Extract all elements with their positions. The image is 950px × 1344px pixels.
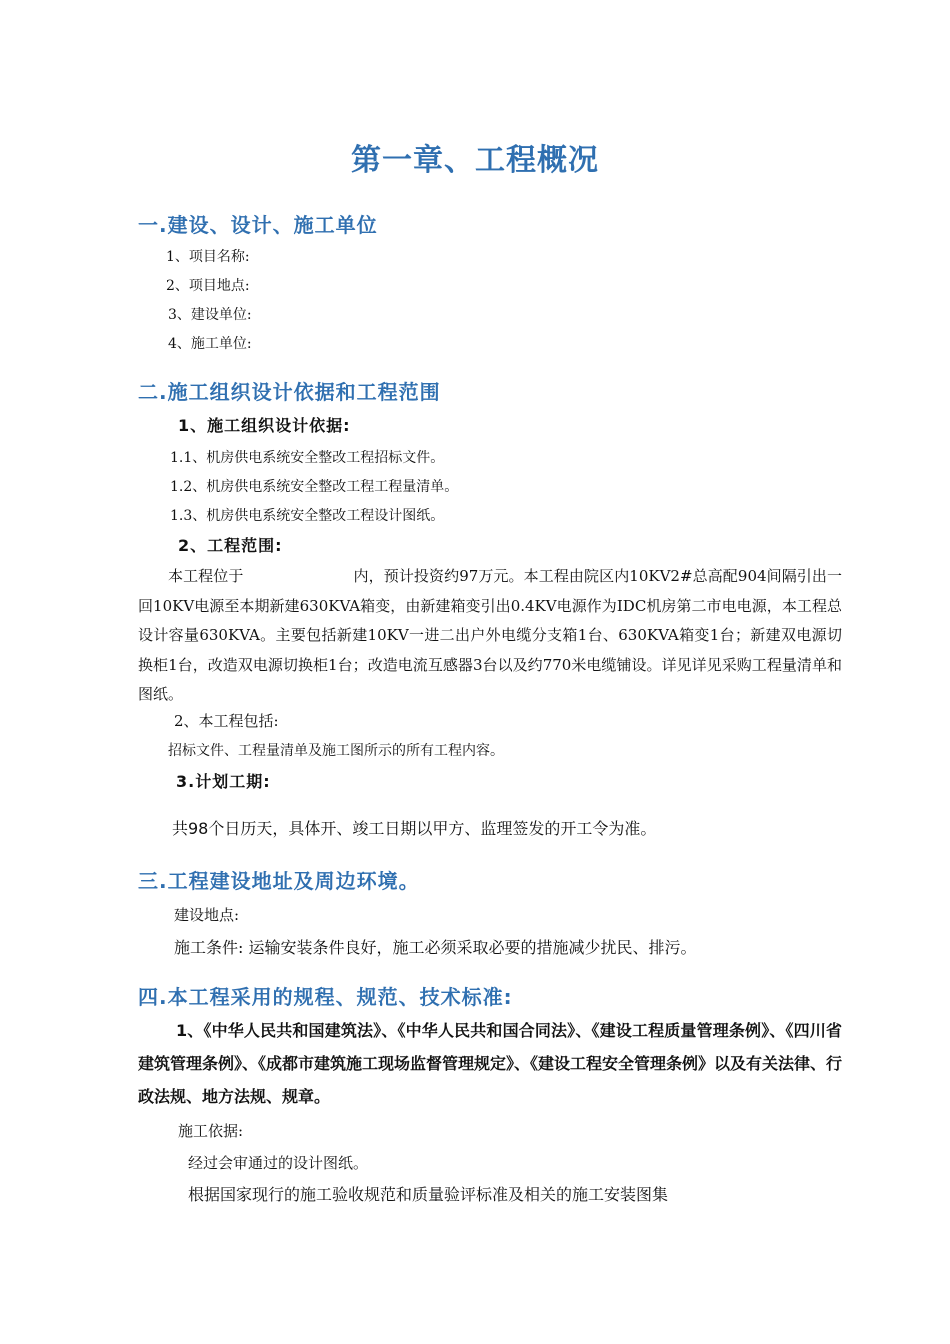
includes-heading: 2、本工程包括: bbox=[174, 712, 279, 730]
basis-item-2: 1.2、机房供电系统安全整改工程工程量清单。 bbox=[170, 479, 459, 495]
construction-basis-2: 根据国家现行的施工验收规范和质量验评标准及相关的施工安装图集 bbox=[188, 1185, 669, 1204]
schedule-line bbox=[172, 821, 656, 837]
section4-heading: 四.本工程采用的规程、规范、技术标准: bbox=[138, 985, 513, 1009]
construction-basis-label: 施工依据: bbox=[178, 1122, 244, 1140]
chapter-title: 第一章、工程概况 bbox=[351, 143, 599, 178]
site-line: 建设地点: bbox=[174, 906, 240, 924]
schedule-rest: 以甲方、监理签发的开工令为准。 bbox=[416, 819, 657, 838]
project-location-item: 2、项目地点: bbox=[166, 278, 250, 294]
section1-heading: 一.建设、设计、施工单位 bbox=[138, 213, 378, 237]
basis-heading: 1、施工组织设计依据: bbox=[178, 416, 351, 435]
scope-paragraph bbox=[138, 562, 842, 710]
construction-unit-item: 3、建设单位: bbox=[168, 307, 252, 323]
includes-text: 招标文件、工程量清单及施工图所示的所有工程内容。 bbox=[168, 743, 504, 759]
scope-heading: 2、工程范围: bbox=[178, 536, 283, 555]
basis-item-3: 1.3、机房供电系统安全整改工程设计图纸。 bbox=[170, 508, 445, 524]
laws-paragraph: 1、《中华人民共和国建筑法》、《中华人民共和国合同法》、《建设工程质量管理条例》、《四川省建筑管理条例》、《成都市建筑施工现场监督管理规定》、《建设工程安全管理条例》以及有关法律、行政法规、地方法规、规章。 bbox=[138, 1021, 843, 1106]
section2-heading: 二.施工组织设计依据和工程范围 bbox=[138, 380, 441, 404]
schedule-heading: 3.计划工期: bbox=[176, 772, 271, 791]
scope-para-start: 本工程位于 bbox=[168, 567, 244, 585]
basis-item-1: 1.1、机房供电系统安全整改工程招标文件。 bbox=[170, 450, 445, 466]
contractor-unit-item: 4、施工单位: bbox=[168, 336, 252, 352]
scope-para-rest: 内，预计投资约97万元。本工程由院区内10KV2#总高配904间隔引出一回10KV电源至本期新建630KVA箱变，由新建箱变引出0.4KV电源作为IDC机房第二市电电源，本工程总设计容量630KVA。主要包括新建10KV一进二出户外电缆分支箱1台、630KVA箱变1台；新建双电源切换柜1台，改造双电源切换柜1台；改造电流互感器3台以及约770米电缆铺设。详见详见采购工程量清单和图纸。 bbox=[138, 567, 842, 703]
schedule-duration: 共98个日历天，具体开、竣工日期 bbox=[172, 819, 417, 838]
section3-heading: 三.工程建设地址及周边环境。 bbox=[138, 869, 420, 893]
construction-basis-1: 经过会审通过的设计图纸。 bbox=[188, 1154, 369, 1172]
project-name-item: 1、项目名称: bbox=[166, 249, 250, 265]
conditions-line: 施工条件: 运输安装条件良好，施工必须采取必要的措施减少扰民、排污。 bbox=[174, 938, 697, 957]
